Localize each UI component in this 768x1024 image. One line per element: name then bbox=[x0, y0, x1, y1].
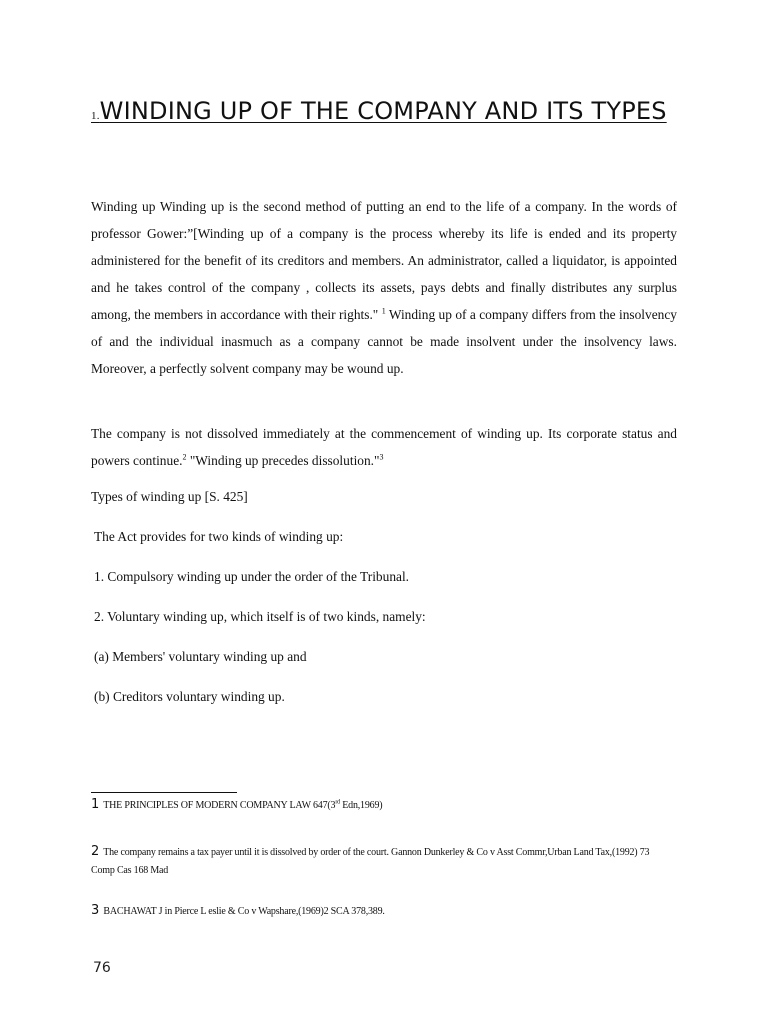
paragraph-definition-text: Winding up Winding up is the second method of putting an end to the life of a company. In the words of professor Gower:”[Winding up of a company is the process whereby its life is ended and its property administered for the benefit of its creditors and members. An administrator, called a liquidator, is appointed and he takes control of the company , collects its assets, pays debts and finally distributes any surplus among, the members in accordance with their rights." bbox=[91, 199, 677, 322]
list-item-voluntary: 2. Voluntary winding up, which itself is of two kinds, namely: bbox=[94, 609, 426, 624]
types-heading-line: Types of winding up [S. 425] bbox=[91, 489, 248, 504]
footnote-ref-1[interactable]: 1 bbox=[381, 306, 386, 316]
footnote-text-end: Edn,1969) bbox=[339, 800, 383, 811]
footnote-3 bbox=[91, 903, 671, 918]
footnote-ref-2[interactable]: 2 bbox=[182, 452, 187, 462]
footnote-number: 2 bbox=[91, 844, 100, 859]
list-item-members-voluntary: (a) Members' voluntary winding up and bbox=[94, 649, 307, 664]
footnote-number: 3 bbox=[91, 903, 100, 918]
list-item-creditors-voluntary: (b) Creditors voluntary winding up. bbox=[94, 689, 285, 704]
dissolution-quote: "Winding up precedes dissolution." bbox=[189, 453, 380, 468]
footnote-superscript: rd bbox=[335, 799, 340, 806]
paragraph-dissolution-text: The company is not dissolved immediately at the commencement of winding up. Its corporate status and powers continue. bbox=[91, 426, 677, 468]
footnote-number: 1 bbox=[91, 797, 100, 812]
footnote-text: The company remains a tax payer until it is dissolved by order of the court. Gannon Dunkerley & Co v Asst Commr,Urban Land Tax,(1992) 73 Comp Cas 168 Mad bbox=[91, 847, 650, 876]
footnote-1 bbox=[91, 797, 671, 812]
page-number: 76 bbox=[93, 960, 111, 976]
footnote-2 bbox=[91, 843, 671, 880]
footnote-ref-3[interactable]: 3 bbox=[379, 452, 384, 462]
section-heading bbox=[91, 88, 678, 139]
paragraph-insolvency-text: Winding up of a company differs from the insolvency of and the individual inasmuch as a company cannot be made insolvent under the insolvency laws. Moreover, a perfectly solvent company may be wound up. bbox=[91, 307, 677, 376]
heading-number: 1. bbox=[91, 110, 100, 122]
paragraph-definition bbox=[91, 193, 677, 382]
act-intro-line: The Act provides for two kinds of winding up: bbox=[94, 529, 344, 544]
footnote-text: THE PRINCIPLES OF MODERN COMPANY LAW 647(3 bbox=[103, 800, 336, 811]
paragraph-dissolution bbox=[91, 420, 677, 474]
footnote-separator bbox=[91, 792, 237, 793]
list-item-compulsory: 1. Compulsory winding up under the order of the Tribunal. bbox=[94, 569, 410, 584]
heading-title: WINDING UP OF THE COMPANY AND ITS TYPES bbox=[99, 97, 667, 125]
footnote-text: BACHAWAT J in Pierce L eslie & Co v Wapshare,(1969)2 SCA 378,389. bbox=[103, 906, 385, 917]
